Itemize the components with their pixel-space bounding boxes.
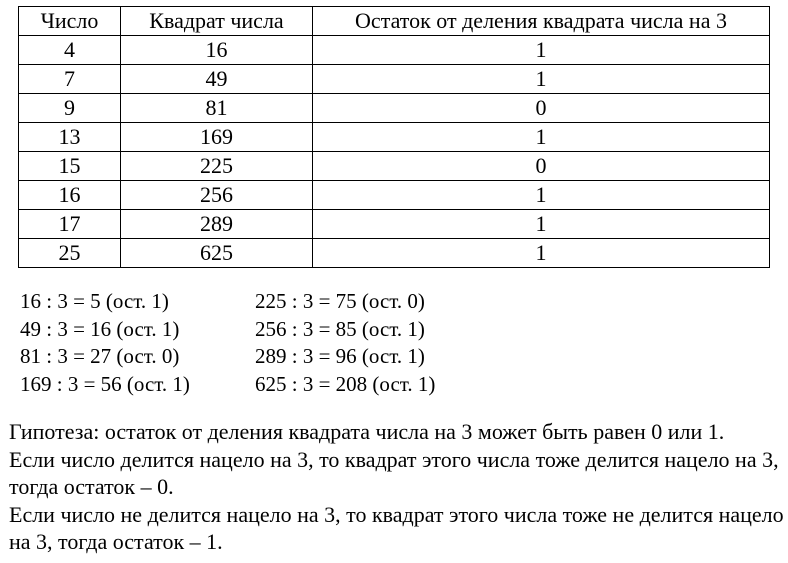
- header-remainder: Остаток от деления квадрата числа на 3: [313, 7, 770, 36]
- cell-square: 256: [121, 181, 313, 210]
- header-square: Квадрат числа: [121, 7, 313, 36]
- cell-remainder: 1: [313, 36, 770, 65]
- cell-remainder: 1: [313, 65, 770, 94]
- cell-square: 225: [121, 152, 313, 181]
- calculation-line: 16 : 3 = 5 (ост. 1): [20, 289, 169, 313]
- table-row: [19, 123, 770, 152]
- calculation-line: 256 : 3 = 85 (ост. 1): [255, 316, 425, 341]
- cell-number: 13: [19, 123, 121, 152]
- cell-square: 625: [121, 239, 313, 268]
- cell-square: 169: [121, 123, 313, 152]
- hypothesis-statement: Гипотеза: остаток от деления квадрата числа на 3 может быть равен 0 или 1.: [9, 419, 725, 444]
- calculation-line: 625 : 3 = 208 (ост. 1): [255, 371, 436, 396]
- cell-remainder: 1: [313, 210, 770, 239]
- calculation-line: 225 : 3 = 75 (ост. 0): [255, 289, 425, 313]
- cell-number: 7: [19, 65, 121, 94]
- cell-square: 16: [121, 36, 313, 65]
- table-row: [19, 239, 770, 268]
- cell-square: 289: [121, 210, 313, 239]
- cell-remainder: 0: [313, 94, 770, 123]
- calculation-line: 81 : 3 = 27 (ост. 0): [20, 344, 180, 368]
- table-row: [19, 94, 770, 123]
- cell-number: 4: [19, 36, 121, 65]
- cell-remainder: 1: [313, 181, 770, 210]
- table-row: [19, 65, 770, 94]
- calculation-line: 289 : 3 = 96 (ост. 1): [255, 344, 425, 368]
- table-header-row: [19, 7, 770, 36]
- cell-number: 17: [19, 210, 121, 239]
- hypothesis-divisible-case: Если число делится нацело на 3, то квадрат этого числа тоже делится нацело на 3, тогда остаток – 0.: [9, 446, 779, 499]
- cell-number: 16: [19, 181, 121, 210]
- cell-remainder: 1: [313, 123, 770, 152]
- calculations-left: [20, 288, 190, 398]
- calculation-line: 169 : 3 = 56 (ост. 1): [20, 371, 190, 396]
- table-row: [19, 210, 770, 239]
- table-row: [19, 36, 770, 65]
- cell-number: 15: [19, 152, 121, 181]
- header-number: Число: [19, 7, 121, 36]
- table-row: [19, 152, 770, 181]
- hypothesis-text: [9, 418, 784, 556]
- cell-remainder: 0: [313, 152, 770, 181]
- cell-number: 25: [19, 239, 121, 268]
- table-row: [19, 181, 770, 210]
- hypothesis-not-divisible-case: Если число не делится нацело на 3, то квадрат этого числа тоже не делится нацело на 3, тогда остаток – 1.: [9, 501, 784, 554]
- cell-remainder: 1: [313, 239, 770, 268]
- cell-square: 81: [121, 94, 313, 123]
- squares-table: [18, 6, 770, 268]
- calculation-line: 49 : 3 = 16 (ост. 1): [20, 316, 180, 341]
- cell-number: 9: [19, 94, 121, 123]
- cell-square: 49: [121, 65, 313, 94]
- calculations-right: [255, 288, 435, 398]
